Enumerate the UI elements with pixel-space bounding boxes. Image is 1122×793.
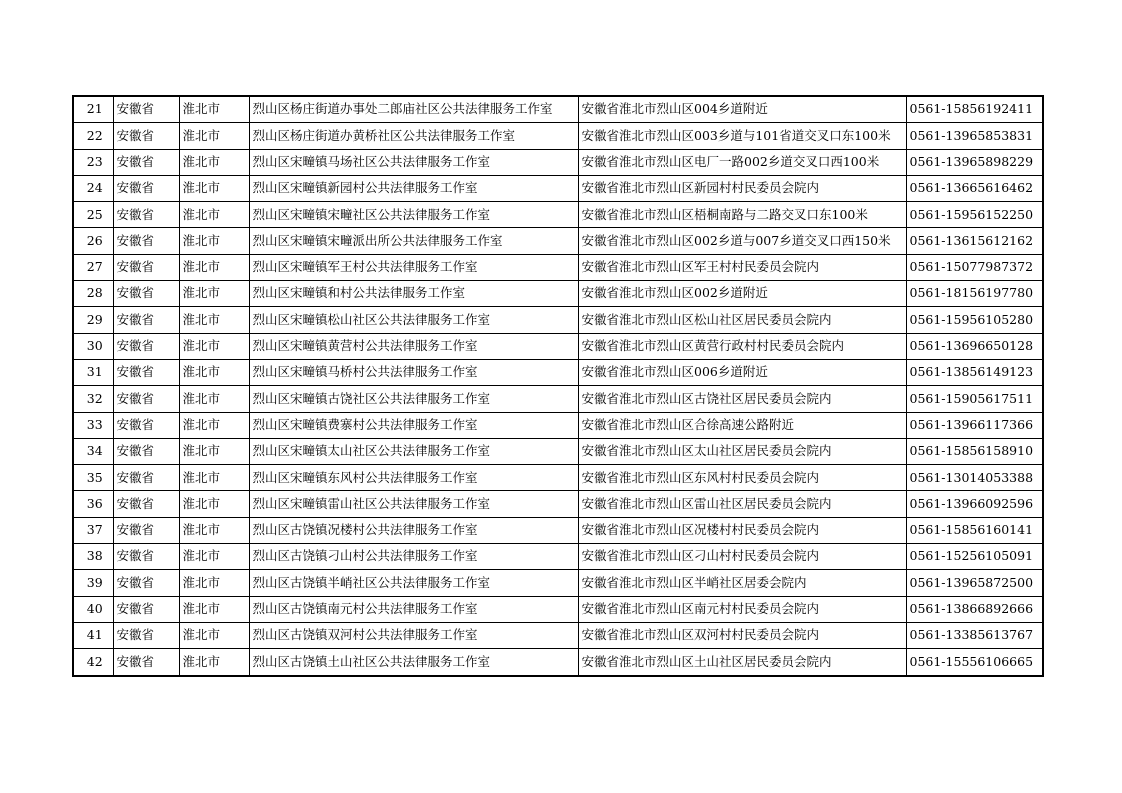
phone-cell: 0561-15556106665 xyxy=(906,649,1043,676)
address-cell: 安徽省淮北市烈山区双河村村民委员会院内 xyxy=(578,622,906,648)
province-cell: 安徽省 xyxy=(113,202,179,228)
city-cell: 淮北市 xyxy=(179,491,249,517)
city-cell: 淮北市 xyxy=(179,517,249,543)
office-name-cell: 烈山区宋疃镇马桥村公共法律服务工作室 xyxy=(249,359,578,385)
office-name-cell: 烈山区古饶镇半峭社区公共法律服务工作室 xyxy=(249,570,578,596)
office-name-cell: 烈山区宋疃镇和村公共法律服务工作室 xyxy=(249,281,578,307)
phone-cell: 0561-13696650128 xyxy=(906,333,1043,359)
province-cell: 安徽省 xyxy=(113,465,179,491)
province-cell: 安徽省 xyxy=(113,175,179,201)
row-number-cell: 22 xyxy=(73,123,113,149)
province-cell: 安徽省 xyxy=(113,123,179,149)
office-name-cell: 烈山区宋疃镇古饶社区公共法律服务工作室 xyxy=(249,386,578,412)
city-cell: 淮北市 xyxy=(179,228,249,254)
address-cell: 安徽省淮北市烈山区刁山村村民委员会院内 xyxy=(578,544,906,570)
city-cell: 淮北市 xyxy=(179,281,249,307)
row-number-cell: 38 xyxy=(73,544,113,570)
service-office-table xyxy=(72,95,1044,677)
phone-cell: 0561-13866892666 xyxy=(906,596,1043,622)
table-row xyxy=(73,149,1043,175)
phone-cell: 0561-13665616462 xyxy=(906,175,1043,201)
phone-cell: 0561-13965853831 xyxy=(906,123,1043,149)
address-cell: 安徽省淮北市烈山区004乡道附近 xyxy=(578,96,906,123)
table-row xyxy=(73,544,1043,570)
province-cell: 安徽省 xyxy=(113,307,179,333)
address-cell: 安徽省淮北市烈山区雷山社区居民委员会院内 xyxy=(578,491,906,517)
phone-cell: 0561-15905617511 xyxy=(906,386,1043,412)
office-name-cell: 烈山区宋疃镇黄营村公共法律服务工作室 xyxy=(249,333,578,359)
phone-cell: 0561-13856149123 xyxy=(906,359,1043,385)
office-name-cell: 烈山区宋疃镇宋疃社区公共法律服务工作室 xyxy=(249,202,578,228)
address-cell: 安徽省淮北市烈山区况楼村村民委员会院内 xyxy=(578,517,906,543)
phone-cell: 0561-18156197780 xyxy=(906,281,1043,307)
city-cell: 淮北市 xyxy=(179,359,249,385)
row-number-cell: 27 xyxy=(73,254,113,280)
row-number-cell: 28 xyxy=(73,281,113,307)
address-cell: 安徽省淮北市烈山区松山社区居民委员会院内 xyxy=(578,307,906,333)
city-cell: 淮北市 xyxy=(179,123,249,149)
row-number-cell: 41 xyxy=(73,622,113,648)
phone-cell: 0561-15856160141 xyxy=(906,517,1043,543)
city-cell: 淮北市 xyxy=(179,175,249,201)
province-cell: 安徽省 xyxy=(113,649,179,676)
province-cell: 安徽省 xyxy=(113,149,179,175)
table-row xyxy=(73,465,1043,491)
city-cell: 淮北市 xyxy=(179,649,249,676)
address-cell: 安徽省淮北市烈山区002乡道附近 xyxy=(578,281,906,307)
row-number-cell: 40 xyxy=(73,596,113,622)
address-cell: 安徽省淮北市烈山区军王村村民委员会院内 xyxy=(578,254,906,280)
city-cell: 淮北市 xyxy=(179,438,249,464)
office-name-cell: 烈山区杨庄街道办黄桥社区公共法律服务工作室 xyxy=(249,123,578,149)
row-number-cell: 42 xyxy=(73,649,113,676)
city-cell: 淮北市 xyxy=(179,596,249,622)
province-cell: 安徽省 xyxy=(113,570,179,596)
address-cell: 安徽省淮北市烈山区东风村村民委员会院内 xyxy=(578,465,906,491)
office-name-cell: 烈山区宋疃镇雷山社区公共法律服务工作室 xyxy=(249,491,578,517)
table-row xyxy=(73,228,1043,254)
city-cell: 淮北市 xyxy=(179,544,249,570)
province-cell: 安徽省 xyxy=(113,412,179,438)
province-cell: 安徽省 xyxy=(113,254,179,280)
office-name-cell: 烈山区宋疃镇松山社区公共法律服务工作室 xyxy=(249,307,578,333)
city-cell: 淮北市 xyxy=(179,254,249,280)
address-cell: 安徽省淮北市烈山区黄营行政村村民委员会院内 xyxy=(578,333,906,359)
province-cell: 安徽省 xyxy=(113,517,179,543)
table-row xyxy=(73,307,1043,333)
province-cell: 安徽省 xyxy=(113,333,179,359)
province-cell: 安徽省 xyxy=(113,386,179,412)
province-cell: 安徽省 xyxy=(113,281,179,307)
city-cell: 淮北市 xyxy=(179,333,249,359)
table-row xyxy=(73,517,1043,543)
office-name-cell: 烈山区古饶镇南元村公共法律服务工作室 xyxy=(249,596,578,622)
row-number-cell: 29 xyxy=(73,307,113,333)
office-name-cell: 烈山区宋疃镇新园村公共法律服务工作室 xyxy=(249,175,578,201)
address-cell: 安徽省淮北市烈山区土山社区居民委员会院内 xyxy=(578,649,906,676)
address-cell: 安徽省淮北市烈山区南元村村民委员会院内 xyxy=(578,596,906,622)
row-number-cell: 23 xyxy=(73,149,113,175)
row-number-cell: 24 xyxy=(73,175,113,201)
province-cell: 安徽省 xyxy=(113,544,179,570)
table-row xyxy=(73,202,1043,228)
row-number-cell: 36 xyxy=(73,491,113,517)
table-row xyxy=(73,386,1043,412)
table-row xyxy=(73,491,1043,517)
table-row xyxy=(73,649,1043,676)
address-cell: 安徽省淮北市烈山区002乡道与007乡道交叉口西150米 xyxy=(578,228,906,254)
row-number-cell: 25 xyxy=(73,202,113,228)
office-name-cell: 烈山区古饶镇土山社区公共法律服务工作室 xyxy=(249,649,578,676)
city-cell: 淮北市 xyxy=(179,149,249,175)
phone-cell: 0561-13965872500 xyxy=(906,570,1043,596)
table-row xyxy=(73,570,1043,596)
address-cell: 安徽省淮北市烈山区古饶社区居民委员会院内 xyxy=(578,386,906,412)
address-cell: 安徽省淮北市烈山区006乡道附近 xyxy=(578,359,906,385)
table-row xyxy=(73,123,1043,149)
address-cell: 安徽省淮北市烈山区半峭社区居委会院内 xyxy=(578,570,906,596)
table-row xyxy=(73,412,1043,438)
province-cell: 安徽省 xyxy=(113,622,179,648)
office-name-cell: 烈山区古饶镇双河村公共法律服务工作室 xyxy=(249,622,578,648)
city-cell: 淮北市 xyxy=(179,202,249,228)
table-row xyxy=(73,622,1043,648)
row-number-cell: 32 xyxy=(73,386,113,412)
city-cell: 淮北市 xyxy=(179,96,249,123)
phone-cell: 0561-13385613767 xyxy=(906,622,1043,648)
table-row xyxy=(73,175,1043,201)
table-row xyxy=(73,333,1043,359)
table-row xyxy=(73,96,1043,123)
phone-cell: 0561-13966092596 xyxy=(906,491,1043,517)
province-cell: 安徽省 xyxy=(113,96,179,123)
row-number-cell: 34 xyxy=(73,438,113,464)
phone-cell: 0561-15956105280 xyxy=(906,307,1043,333)
province-cell: 安徽省 xyxy=(113,596,179,622)
phone-cell: 0561-15856192411 xyxy=(906,96,1043,123)
address-cell: 安徽省淮北市烈山区电厂一路002乡道交叉口西100米 xyxy=(578,149,906,175)
row-number-cell: 35 xyxy=(73,465,113,491)
office-name-cell: 烈山区古饶镇况楼村公共法律服务工作室 xyxy=(249,517,578,543)
row-number-cell: 37 xyxy=(73,517,113,543)
phone-cell: 0561-15256105091 xyxy=(906,544,1043,570)
city-cell: 淮北市 xyxy=(179,622,249,648)
address-cell: 安徽省淮北市烈山区新园村村民委员会院内 xyxy=(578,175,906,201)
row-number-cell: 26 xyxy=(73,228,113,254)
address-cell: 安徽省淮北市烈山区太山社区居民委员会院内 xyxy=(578,438,906,464)
phone-cell: 0561-15856158910 xyxy=(906,438,1043,464)
province-cell: 安徽省 xyxy=(113,228,179,254)
phone-cell: 0561-15956152250 xyxy=(906,202,1043,228)
table-row xyxy=(73,359,1043,385)
office-name-cell: 烈山区宋疃镇宋疃派出所公共法律服务工作室 xyxy=(249,228,578,254)
row-number-cell: 39 xyxy=(73,570,113,596)
table-body xyxy=(73,96,1043,676)
province-cell: 安徽省 xyxy=(113,438,179,464)
table-row xyxy=(73,254,1043,280)
city-cell: 淮北市 xyxy=(179,412,249,438)
office-name-cell: 烈山区宋疃镇军王村公共法律服务工作室 xyxy=(249,254,578,280)
city-cell: 淮北市 xyxy=(179,570,249,596)
city-cell: 淮北市 xyxy=(179,307,249,333)
phone-cell: 0561-15077987372 xyxy=(906,254,1043,280)
office-name-cell: 烈山区古饶镇刁山村公共法律服务工作室 xyxy=(249,544,578,570)
city-cell: 淮北市 xyxy=(179,386,249,412)
province-cell: 安徽省 xyxy=(113,491,179,517)
city-cell: 淮北市 xyxy=(179,465,249,491)
office-name-cell: 烈山区杨庄街道办事处二郎庙社区公共法律服务工作室 xyxy=(249,96,578,123)
row-number-cell: 30 xyxy=(73,333,113,359)
office-name-cell: 烈山区宋疃镇太山社区公共法律服务工作室 xyxy=(249,438,578,464)
phone-cell: 0561-13965898229 xyxy=(906,149,1043,175)
province-cell: 安徽省 xyxy=(113,359,179,385)
address-cell: 安徽省淮北市烈山区003乡道与101省道交叉口东100米 xyxy=(578,123,906,149)
row-number-cell: 33 xyxy=(73,412,113,438)
address-cell: 安徽省淮北市烈山区合徐高速公路附近 xyxy=(578,412,906,438)
table-row xyxy=(73,438,1043,464)
row-number-cell: 31 xyxy=(73,359,113,385)
table-row xyxy=(73,281,1043,307)
phone-cell: 0561-13014053388 xyxy=(906,465,1043,491)
row-number-cell: 21 xyxy=(73,96,113,123)
office-name-cell: 烈山区宋疃镇费寨村公共法律服务工作室 xyxy=(249,412,578,438)
phone-cell: 0561-13966117366 xyxy=(906,412,1043,438)
phone-cell: 0561-13615612162 xyxy=(906,228,1043,254)
table-row xyxy=(73,596,1043,622)
address-cell: 安徽省淮北市烈山区梧桐南路与二路交叉口东100米 xyxy=(578,202,906,228)
office-name-cell: 烈山区宋疃镇东风村公共法律服务工作室 xyxy=(249,465,578,491)
office-name-cell: 烈山区宋疃镇马场社区公共法律服务工作室 xyxy=(249,149,578,175)
